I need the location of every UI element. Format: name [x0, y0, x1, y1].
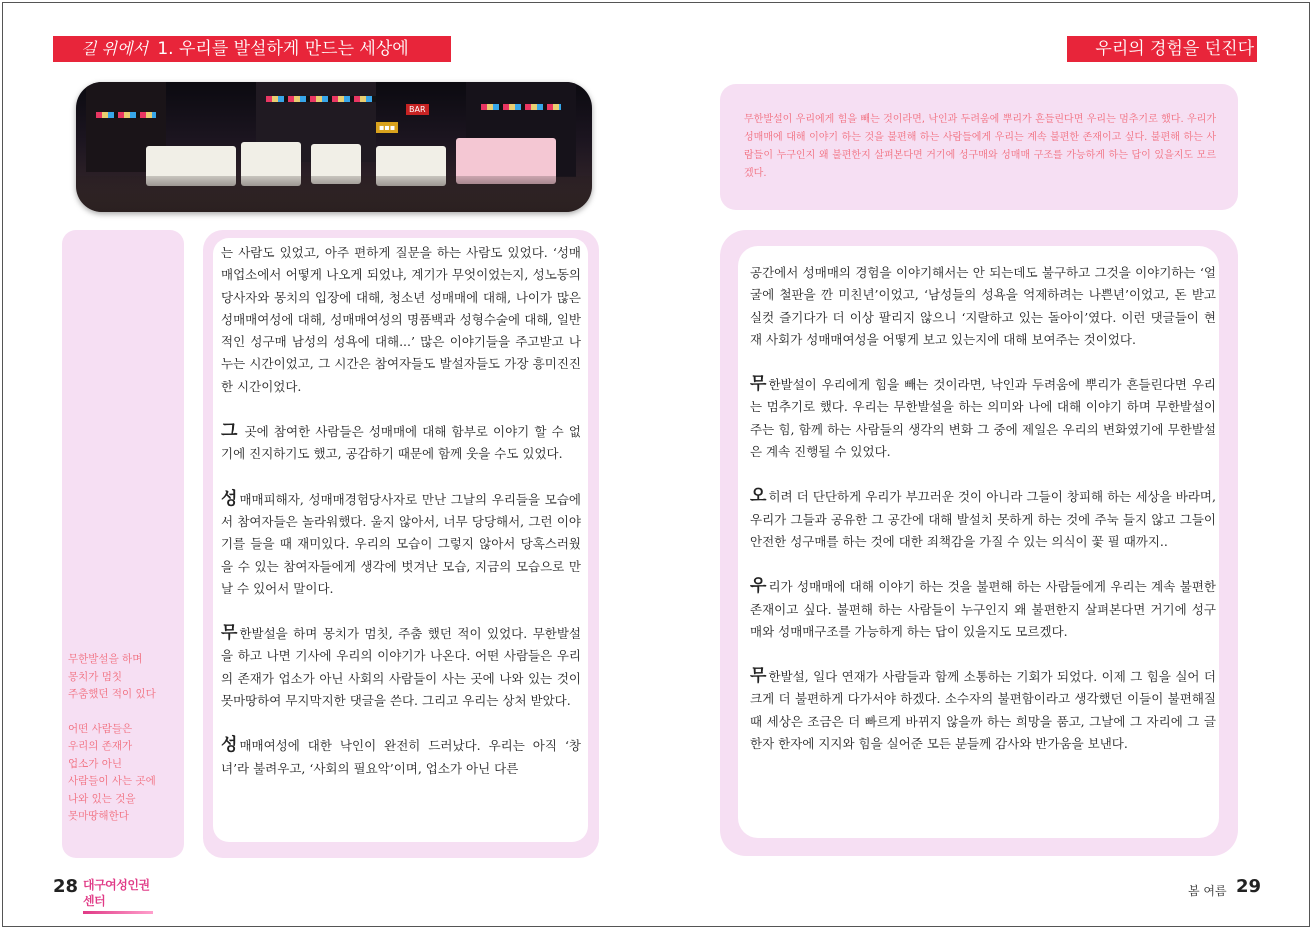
paragraph-text: 는 사람도 있었고, 아주 편하게 질문을 하는 사람도 있었다. ‘성매매업소에서 어떻게 나오게 되었냐, 계기가 무엇이었는지, 성노동의 당사자와 몽치의 입장에 대해, 청소년 성매매에 대해, 나이가 많은 성매매여성에 대해, 성매매여성의 명품백과 성형수술에 대해, 일반적인 성구매 남성의 성욕에 대해...’ 많은 이야기들을 주고받고 나누는 시간이었고, 그 시간은 참여자들도 발설자들도 가장 흥미진진한 시간이었다.	[221, 245, 581, 394]
paragraph-text: 히려 더 단단하게 우리가 부끄러운 것이 아니라 그들이 창피해 하는 세상을 바라며, 우리가 그들과 공유한 그 공간에 대해 발설치 못하게 하는 것에 주눅 들지 않고 그들이 안전한 성구매를 하는 것에 대한 죄책감을 가질 수 있는 의식이 꽃 필 때까지..	[750, 489, 1216, 549]
drop-cap: 무	[750, 666, 767, 687]
body-paragraph	[750, 373, 1216, 463]
paragraph-text: 매매여성에 대한 낙인이 완전히 드러났다. 우리는 아직 ‘창녀’라 불려우고, ‘사회의 필요악’이며, 업소가 아닌 다른	[221, 738, 581, 776]
paragraph-text: 매매피해자, 성매매경험당사자로 만난 그날의 우리들을 모습에서 참여자들은 놀라워했다. 울지 않아서, 너무 당당해서, 그런 이야기를 들을 때 재미있다. 우리의 모습이 그렇지 않아서 당혹스러웠을 수 있는 참여자들에게 생각에 벗겨난 모습, 지금의 모습으로 만날 수 있어서 말이다.	[221, 491, 581, 596]
drop-cap: 그	[221, 421, 238, 442]
drop-cap: 무	[221, 623, 238, 644]
right-page-header: 우리의 경험을 던진다	[1067, 36, 1257, 62]
side-quote-line: 어떤 사람들은	[68, 722, 133, 735]
paragraph-text: 한발설을 하며 몽치가 멈칫, 주춤 했던 적이 있었다. 무한발설을 하고 나면 기사에 우리의 이야기가 나온다. 어떤 사람들은 우리의 존재가 업소가 아닌 사회의 사람들이 사는 곳에 나와 있는 것이 못마땅하여 무지막지한 댓글을 쓴다. 그리고 우리는 상처 받았다.	[221, 626, 581, 709]
body-paragraph	[750, 485, 1216, 553]
paragraph-text: 리가 성매매에 대해 이야기 하는 것을 불편해 하는 사람들에게 우리는 계속 불편한 존재이고 싶다. 불편해 하는 사람들이 누구인지 왜 불편한지 살펴본다면 거기에 성구매와 성매매구조를 가능하게 하는 답이 있을지도 모르겠다.	[750, 579, 1216, 639]
paragraph-text: 곳에 참여한 사람들은 성매매에 대해 함부로 이야기 할 수 없기에 진지하기도 했고, 공감하기 때문에 함께 웃을 수도 있었다.	[221, 424, 581, 462]
body-paragraph	[221, 488, 581, 600]
logo-text: 대구여성인권센터	[83, 878, 150, 908]
logo-underline	[83, 911, 153, 914]
body-paragraph	[750, 665, 1216, 755]
body-paragraph	[221, 242, 581, 398]
right-pull-quote: 무한발설이 우리에게 힘을 빼는 것이라면, 낙인과 두려움에 뿌리가 흔들린다면 우리는 멈추기로 했다. 우리가 성매매에 대해 이야기 하는 것을 불편해 하는 사람들에게 우리는 계속 불편한 존재이고 싶다. 불편해 하는 사람들이 누구인지 왜 불편한지 살펴본다면 거기에 성구매와 성매매 구조를 가능하게 하는 답이 있을지도 모르겠다.	[720, 84, 1238, 210]
drop-cap: 성	[221, 488, 238, 509]
issue-season: 봄 여름	[1188, 884, 1227, 898]
body-paragraph	[750, 575, 1216, 643]
paragraph-text: 한발설, 일다 연재가 사람들과 함께 소통하는 기회가 되었다. 이제 그 힘을 실어 더 크게 더 불편하게 다가서야 하겠다. 소수자의 불편함이라고 생각했던 이들이 불편해질 때 세상은 조금은 더 빠르게 바뀌지 않을까 하는 희망을 품고, 그날에 그 자리에 그 글 한자 한자에 지지와 힘을 실어준 모든 분들께 감사와 반가움을 보낸다.	[750, 669, 1216, 752]
side-quote-line: 몽치가 멈칫	[68, 670, 123, 683]
side-quote-line: 사람들이 사는 곳에	[68, 775, 156, 787]
paragraph-text: 한발설이 우리에게 힘을 빼는 것이라면, 낙인과 두려움에 뿌리가 흔들린다면 우리는 멈추기로 했다. 우리는 무한발설을 하는 의미와 나에 대해 이야기 하며 무한발설이 주는 힘, 함께 하는 사람들의 생각의 변화 그 중에 제일은 우리의 변화였기에 무한발설은 계속 진행될 수 있었다.	[750, 377, 1216, 460]
body-paragraph	[750, 262, 1216, 351]
side-quote-line: 무한발설을 하며	[68, 653, 143, 665]
body-paragraph	[221, 734, 581, 780]
side-pull-quote	[68, 651, 186, 843]
left-page-header	[53, 36, 451, 62]
left-body-text	[221, 242, 581, 802]
section-number: 1.	[157, 39, 174, 59]
side-quote-line: 업소가 아닌	[68, 757, 123, 770]
street-protest-photo: BAR ▪▪▪	[76, 82, 592, 212]
right-body-text	[750, 262, 1216, 777]
drop-cap: 우	[750, 576, 767, 597]
paragraph-text: 공간에서 성매매의 경험을 이야기해서는 안 되는데도 불구하고 그것을 이야기하는 ‘얼굴에 철판을 깐 미친년’이었고, ‘남성들의 성욕을 억제하려는 나쁜년’이었고, 돈 받고 실컷 즐기다가 더 이상 팔리지 않으니 ‘지랄하고 있는 돌아이’였다. 이런 댓글들이 현재 사회가 성매매여성을 어떻게 보고 있는지에 대해 보여주는 것이었다.	[750, 265, 1216, 347]
side-quote-line: 주춤했던 적이 있다	[68, 688, 156, 700]
side-quote-line: 우리의 존재가	[68, 740, 133, 752]
section-label: 길 위에서	[81, 39, 148, 58]
left-page-number: 28	[53, 876, 79, 897]
organization-logo	[83, 877, 157, 908]
side-quote-line: 못마땅해한다	[68, 810, 129, 822]
side-quote-block	[68, 651, 186, 704]
left-header-title: 우리를 발설하게 만드는 세상에	[178, 39, 409, 59]
drop-cap: 무	[750, 374, 767, 395]
drop-cap: 오	[750, 486, 767, 507]
right-page-number: 29	[1236, 876, 1262, 897]
side-quote-block	[68, 721, 186, 826]
body-paragraph	[221, 622, 581, 712]
drop-cap: 성	[221, 735, 238, 756]
side-quote-line: 나와 있는 것을	[68, 792, 136, 805]
body-paragraph	[221, 420, 581, 466]
